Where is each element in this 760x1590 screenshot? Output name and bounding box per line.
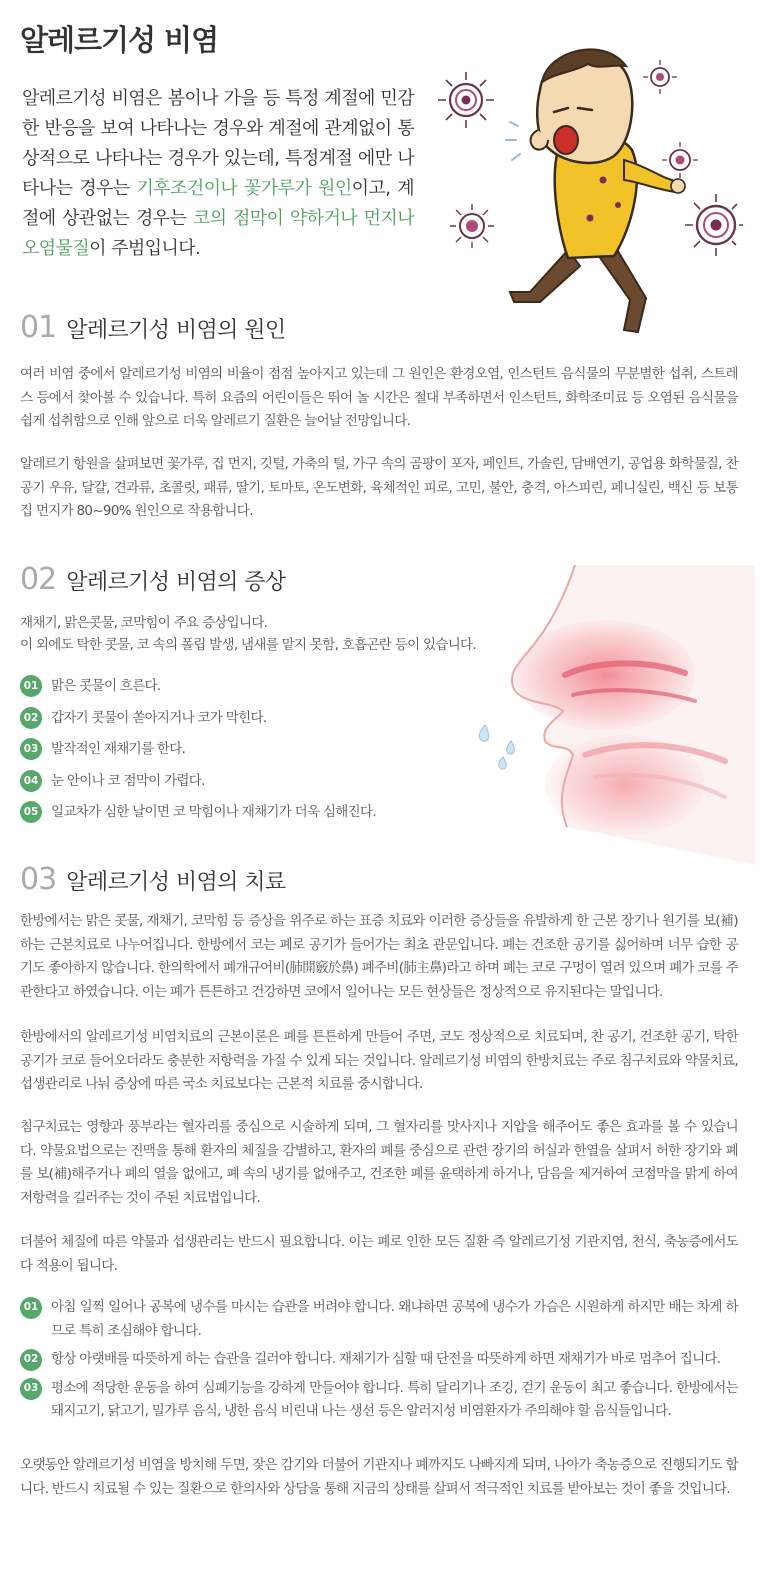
symptom-item bbox=[20, 801, 376, 833]
symptom-intro-line: 이 외에도 탁한 콧물, 코 속의 폴립 발생, 냄새를 맡지 못함, 호흡곤란 등이 있습니다. bbox=[20, 637, 476, 653]
intro-highlight-1: 기후조건이나 꽃가루가 원인 bbox=[136, 178, 352, 199]
nasal-cavity-illustration bbox=[455, 565, 755, 865]
section-2-heading bbox=[20, 562, 286, 597]
allergen-spore-icon bbox=[450, 204, 494, 248]
allergen-spore-icon bbox=[438, 72, 494, 128]
intro-highlight-2: 코의 점막이 약하거나 먼지나 오염물질 bbox=[22, 208, 414, 259]
number-badge: 04 bbox=[20, 770, 42, 792]
symptom-text: 눈 안이나 코 점막이 가렵다. bbox=[51, 772, 205, 789]
section-title: 알레르기성 비염의 증상 bbox=[66, 570, 286, 595]
symptom-item bbox=[20, 738, 376, 770]
allergen-paragraph: 알레르기 항원을 살펴보면 꽃가루, 집 먼지, 깃털, 가축의 털, 가구 속의 곰팡이 포자, 페인트, 가솔린, 담배연기, 공업용 화학물질, 찬 공기 우유, 달걀, 견과류, 초콜릿, 패류, 딸기, 토마토, 온도변화, 육체적인 피로, 고민, 불안, 충격, 아스피린, 페니실린, 백신 등 보통 집 먼지가 80~90% 원인으로 작용합니다. bbox=[20, 456, 738, 520]
symptom-text: 일교차가 심한 날이면 코 막힘이나 재채기가 더욱 심해진다. bbox=[51, 804, 376, 820]
closing-paragraph: 오랫동안 알레르기성 비염을 방치해 두면, 잦은 감기와 더불어 기관지나 폐까지도 나빠지게 되며, 나아가 축농증으로 진행되기도 합니다. 반드시 치료될 수 있는 질환으로 한의사와 상담을 통해 지금의 상태를 살펴서 적극적인 치료를 받아보는 것이 좋을 것입니다. bbox=[20, 1457, 738, 1497]
symptom-text: 갑자기 콧물이 쏟아지거나 코가 막힌다. bbox=[51, 709, 267, 726]
symptom-text: 맑은 콧물이 흐른다. bbox=[51, 678, 161, 694]
section-title: 알레르기성 비염의 원인 bbox=[66, 318, 286, 343]
number-badge: 03 bbox=[20, 1378, 42, 1400]
number-badge: 01 bbox=[20, 675, 42, 697]
treatment-paragraph: 한방에서는 맑은 콧물, 재채기, 코막힘 등 증상을 위주로 하는 표증 치료와 이러한 증상들을 유발하게 한 근본 장기나 원기를 보(補)하는 근본치료로 나누어집니다. 한방에서 코는 폐로 공기가 들어가는 최초 관문입니다. 폐는 건조한 공기를 싫어하며 너무 습한 공기도 좋아하지 않습니다. 한의학에서 폐개규어비(肺開竅於鼻) 폐주비(肺主鼻)라고 하며 폐는 코로 구멍이 열려 있으며 폐가 코를 주관한다고 하였습니다. 이는 폐가 튼튼하고 건강하면 코에서 일어나는 모든 현상들은 정상적으로 유지된다는 말입니다. bbox=[20, 913, 738, 1000]
page-title: 알레르기성 비염 bbox=[20, 23, 219, 57]
care-item bbox=[20, 1296, 738, 1343]
symptom-list bbox=[20, 675, 376, 833]
intro-text-1: 알레르기성 비염은 봄이나 가을 등 특정 계절에 민감한 반응을 보여 나타나는 경우와 계절에 관계없이 통상적으로 나타나는 경우가 있는데, 특정계절 에만 나타나는 경우는 bbox=[22, 88, 414, 199]
care-item bbox=[20, 1348, 738, 1372]
mucus-droplet-icon bbox=[479, 725, 514, 769]
section-number: 03 bbox=[20, 862, 57, 897]
man-figure bbox=[506, 49, 685, 332]
intro-text-2: 이고, 계절에 상관없는 경우는 bbox=[22, 178, 414, 229]
care-text: 항상 아랫배를 따뜻하게 하는 습관을 길러야 합니다. 재채기가 심할 때 단전을 따뜻하게 하면 재채기가 바로 멈추어 집니다. bbox=[51, 1351, 721, 1367]
number-badge: 02 bbox=[20, 1349, 42, 1371]
care-text: 평소에 적당한 운동을 하여 심폐기능을 강하게 만들어야 합니다. 특히 달리기나 조깅, 걷기 운동이 최고 좋습니다. 한방에서는 돼지고기, 닭고기, 밀가루 음식, 냉한 음식 비린내 나는 생선 등은 알러지성 비염환자가 주의해야 할 음식들입니다. bbox=[51, 1379, 738, 1419]
symptom-intro bbox=[20, 612, 500, 656]
care-list bbox=[20, 1296, 738, 1429]
number-badge: 03 bbox=[20, 738, 42, 760]
symptom-item bbox=[20, 675, 376, 707]
number-badge: 05 bbox=[20, 801, 42, 823]
number-badge: 01 bbox=[20, 1297, 42, 1319]
symptom-item bbox=[20, 770, 376, 802]
intro-paragraph bbox=[22, 84, 414, 264]
allergen-spore-icon bbox=[662, 142, 698, 178]
treatment-paragraph: 한방에서의 알레르기성 비염치료의 근본이론은 폐를 튼튼하게 만들어 주면, 코도 정상적으로 치료되며, 찬 공기, 건조한 공기, 탁한 공기가 코로 들어오더라도 충분한 저항력을 가질 수 있게 되는 것입니다. 알레르기성 비염의 한방치료는 주로 침구치료와 약물치료, 섭생관리로 나눠 증상에 따른 국소 치료보다는 근본적 치료를 중시합니다. bbox=[20, 1029, 738, 1093]
symptom-text: 발작적인 재채기를 한다. bbox=[51, 741, 186, 757]
section-3-heading bbox=[20, 862, 286, 897]
treatment-paragraph: 침구치료는 영향과 풍부라는 혈자리를 중심으로 시술하게 되며, 그 혈자리를 맛사지나 지압을 해주어도 좋은 효과를 볼 수 있습니다. 약물요법으로는 진맥을 통해 환자의 체질을 감별하고, 환자의 폐를 중심으로 관련 장기의 허실과 한열을 살펴서 허한 장기와 폐를 보(補)해주거나 폐의 열을 없애고, 폐 속의 냉기를 없애주고, 건조한 폐를 윤택하게 하거나, 담음을 제거하여 코점막을 맑게 하여 저항력을 길러주는 것이 주된 치료법입니다. bbox=[20, 1119, 738, 1206]
allergen-spore-icon bbox=[685, 194, 743, 256]
number-badge: 02 bbox=[20, 707, 42, 729]
care-item bbox=[20, 1377, 738, 1424]
treatment-paragraph: 더불어 체질에 따른 약물과 섭생관리는 반드시 필요합니다. 이는 폐로 인한 모든 질환 즉 알레르기성 기관지염, 천식, 축농증에서도 다 적용이 됩니다. bbox=[20, 1234, 738, 1274]
intro-text-3: 이 주범입니다. bbox=[89, 238, 201, 259]
symptom-item bbox=[20, 707, 376, 739]
cause-paragraph: 여러 비염 중에서 알레르기성 비염의 비율이 점점 높아지고 있는데 그 원인은 환경오염, 인스턴트 음식물의 무분별한 섭취, 스트레스 등에서 찾아볼 수 있습니다. 특히 요즘의 어린이들은 뛰어 놀 시간은 절대 부족하면서 인스턴트, 화학조미료 등 오염된 음식물을 쉽게 섭취함으로 인해 앞으로 더욱 알레르기 질환은 늘어날 전망입니다. bbox=[20, 366, 738, 430]
care-text: 아침 일찍 일어나 공복에 냉수를 마시는 습관을 버려야 합니다. 왜냐하면 공복에 냉수가 가슴은 시원하게 하지만 배는 차게 하므로 특히 조심해야 합니다. bbox=[51, 1299, 738, 1339]
section-number: 02 bbox=[20, 562, 57, 597]
symptom-intro-line: 재채기, 맑은콧물, 코막힘이 주요 증상입니다. bbox=[20, 615, 268, 631]
allergen-spore-icon bbox=[643, 60, 677, 94]
sneezing-man-illustration bbox=[418, 30, 743, 335]
section-title: 알레르기성 비염의 치료 bbox=[66, 870, 286, 895]
section-number: 01 bbox=[20, 310, 57, 345]
section-1-heading bbox=[20, 310, 286, 345]
